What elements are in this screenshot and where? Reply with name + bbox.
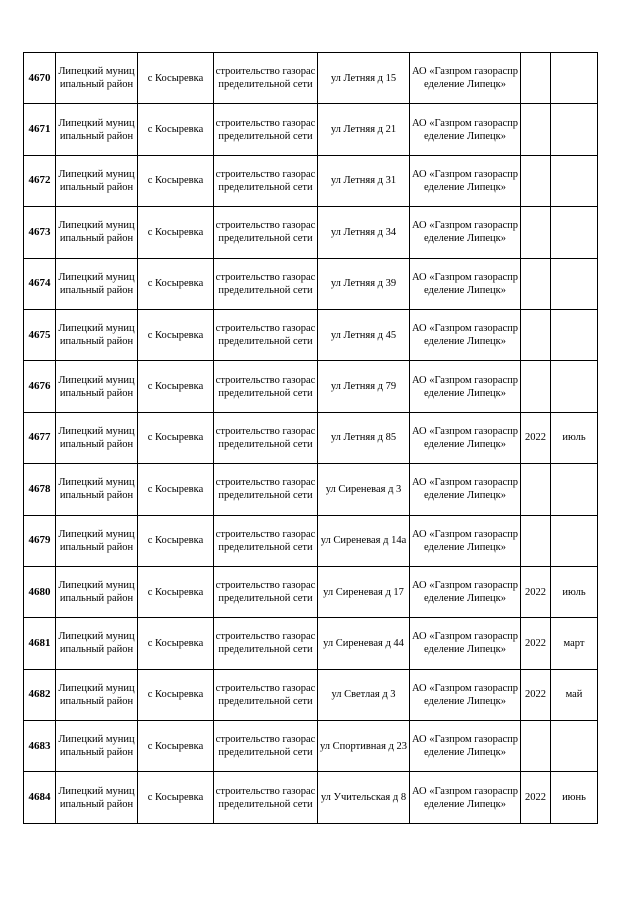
table-row (24, 53, 598, 104)
month-cell: июнь (551, 772, 598, 823)
address-cell: ул Летняя д 31 (318, 155, 410, 206)
work-type-cell: строительство газораспределительной сети (214, 104, 318, 155)
table-row (24, 258, 598, 309)
work-type-cell: строительство газораспределительной сети (214, 772, 318, 823)
district-cell: Липецкий муниципальный район (56, 566, 138, 617)
organization-cell: АО «Газпром газораспределение Липецк» (410, 53, 521, 104)
work-type-cell: строительство газораспределительной сети (214, 309, 318, 360)
month-cell: май (551, 669, 598, 720)
organization-cell: АО «Газпром газораспределение Липецк» (410, 155, 521, 206)
row-number: 4672 (24, 155, 56, 206)
locality-cell: с Косыревка (138, 155, 214, 206)
work-type-cell: строительство газораспределительной сети (214, 721, 318, 772)
table-row (24, 618, 598, 669)
locality-cell: с Косыревка (138, 464, 214, 515)
locality-cell: с Косыревка (138, 618, 214, 669)
locality-cell: с Косыревка (138, 721, 214, 772)
organization-cell: АО «Газпром газораспределение Липецк» (410, 361, 521, 412)
table-row (24, 566, 598, 617)
month-cell: июль (551, 412, 598, 463)
month-cell (551, 258, 598, 309)
row-number: 4680 (24, 566, 56, 617)
month-cell (551, 155, 598, 206)
month-cell (551, 207, 598, 258)
month-cell (551, 464, 598, 515)
table-row (24, 412, 598, 463)
row-number: 4678 (24, 464, 56, 515)
row-number: 4670 (24, 53, 56, 104)
row-number: 4676 (24, 361, 56, 412)
month-cell (551, 515, 598, 566)
work-type-cell: строительство газораспределительной сети (214, 566, 318, 617)
table-row (24, 155, 598, 206)
organization-cell: АО «Газпром газораспределение Липецк» (410, 618, 521, 669)
organization-cell: АО «Газпром газораспределение Липецк» (410, 669, 521, 720)
month-cell (551, 361, 598, 412)
table-row (24, 361, 598, 412)
locality-cell: с Косыревка (138, 515, 214, 566)
year-cell (521, 258, 551, 309)
organization-cell: АО «Газпром газораспределение Липецк» (410, 566, 521, 617)
district-cell: Липецкий муниципальный район (56, 361, 138, 412)
locality-cell: с Косыревка (138, 412, 214, 463)
district-cell: Липецкий муниципальный район (56, 309, 138, 360)
address-cell: ул Летняя д 79 (318, 361, 410, 412)
year-cell (521, 515, 551, 566)
year-cell (521, 207, 551, 258)
year-cell (521, 309, 551, 360)
year-cell: 2022 (521, 412, 551, 463)
address-cell: ул Учительская д 8 (318, 772, 410, 823)
month-cell (551, 721, 598, 772)
year-cell (521, 104, 551, 155)
year-cell (521, 53, 551, 104)
row-number: 4677 (24, 412, 56, 463)
address-cell: ул Летняя д 85 (318, 412, 410, 463)
work-type-cell: строительство газораспределительной сети (214, 515, 318, 566)
address-cell: ул Сиреневая д 3 (318, 464, 410, 515)
table-row (24, 721, 598, 772)
row-number: 4671 (24, 104, 56, 155)
district-cell: Липецкий муниципальный район (56, 155, 138, 206)
row-number: 4674 (24, 258, 56, 309)
work-type-cell: строительство газораспределительной сети (214, 207, 318, 258)
table-row (24, 669, 598, 720)
month-cell: июль (551, 566, 598, 617)
table-row (24, 464, 598, 515)
gasification-table (23, 52, 598, 824)
year-cell (521, 464, 551, 515)
month-cell (551, 309, 598, 360)
address-cell: ул Летняя д 34 (318, 207, 410, 258)
address-cell: ул Сиреневая д 17 (318, 566, 410, 617)
year-cell (521, 721, 551, 772)
work-type-cell: строительство газораспределительной сети (214, 361, 318, 412)
row-number: 4679 (24, 515, 56, 566)
work-type-cell: строительство газораспределительной сети (214, 53, 318, 104)
table-row (24, 104, 598, 155)
address-cell: ул Летняя д 15 (318, 53, 410, 104)
table-row (24, 772, 598, 823)
month-cell (551, 104, 598, 155)
district-cell: Липецкий муниципальный район (56, 207, 138, 258)
locality-cell: с Косыревка (138, 566, 214, 617)
locality-cell: с Косыревка (138, 104, 214, 155)
organization-cell: АО «Газпром газораспределение Липецк» (410, 772, 521, 823)
district-cell: Липецкий муниципальный район (56, 515, 138, 566)
row-number: 4684 (24, 772, 56, 823)
locality-cell: с Косыревка (138, 258, 214, 309)
year-cell: 2022 (521, 772, 551, 823)
organization-cell: АО «Газпром газораспределение Липецк» (410, 258, 521, 309)
work-type-cell: строительство газораспределительной сети (214, 464, 318, 515)
address-cell: ул Сиреневая д 14а (318, 515, 410, 566)
work-type-cell: строительство газораспределительной сети (214, 412, 318, 463)
year-cell: 2022 (521, 566, 551, 617)
work-type-cell: строительство газораспределительной сети (214, 258, 318, 309)
organization-cell: АО «Газпром газораспределение Липецк» (410, 412, 521, 463)
district-cell: Липецкий муниципальный район (56, 258, 138, 309)
district-cell: Липецкий муниципальный район (56, 464, 138, 515)
year-cell: 2022 (521, 618, 551, 669)
organization-cell: АО «Газпром газораспределение Липецк» (410, 721, 521, 772)
organization-cell: АО «Газпром газораспределение Липецк» (410, 309, 521, 360)
address-cell: ул Сиреневая д 44 (318, 618, 410, 669)
district-cell: Липецкий муниципальный район (56, 104, 138, 155)
district-cell: Липецкий муниципальный район (56, 412, 138, 463)
locality-cell: с Косыревка (138, 207, 214, 258)
year-cell: 2022 (521, 669, 551, 720)
locality-cell: с Косыревка (138, 772, 214, 823)
address-cell: ул Летняя д 21 (318, 104, 410, 155)
address-cell: ул Спортивная д 23 (318, 721, 410, 772)
row-number: 4683 (24, 721, 56, 772)
organization-cell: АО «Газпром газораспределение Липецк» (410, 464, 521, 515)
organization-cell: АО «Газпром газораспределение Липецк» (410, 515, 521, 566)
address-cell: ул Летняя д 39 (318, 258, 410, 309)
work-type-cell: строительство газораспределительной сети (214, 669, 318, 720)
locality-cell: с Косыревка (138, 309, 214, 360)
row-number: 4673 (24, 207, 56, 258)
locality-cell: с Косыревка (138, 669, 214, 720)
month-cell: март (551, 618, 598, 669)
district-cell: Липецкий муниципальный район (56, 721, 138, 772)
month-cell (551, 53, 598, 104)
locality-cell: с Косыревка (138, 53, 214, 104)
organization-cell: АО «Газпром газораспределение Липецк» (410, 104, 521, 155)
locality-cell: с Косыревка (138, 361, 214, 412)
year-cell (521, 155, 551, 206)
address-cell: ул Летняя д 45 (318, 309, 410, 360)
organization-cell: АО «Газпром газораспределение Липецк» (410, 207, 521, 258)
work-type-cell: строительство газораспределительной сети (214, 155, 318, 206)
address-cell: ул Светлая д 3 (318, 669, 410, 720)
table-row (24, 515, 598, 566)
district-cell: Липецкий муниципальный район (56, 669, 138, 720)
district-cell: Липецкий муниципальный район (56, 618, 138, 669)
district-cell: Липецкий муниципальный район (56, 53, 138, 104)
district-cell: Липецкий муниципальный район (56, 772, 138, 823)
row-number: 4675 (24, 309, 56, 360)
row-number: 4681 (24, 618, 56, 669)
year-cell (521, 361, 551, 412)
work-type-cell: строительство газораспределительной сети (214, 618, 318, 669)
table-row (24, 207, 598, 258)
row-number: 4682 (24, 669, 56, 720)
table-row (24, 309, 598, 360)
